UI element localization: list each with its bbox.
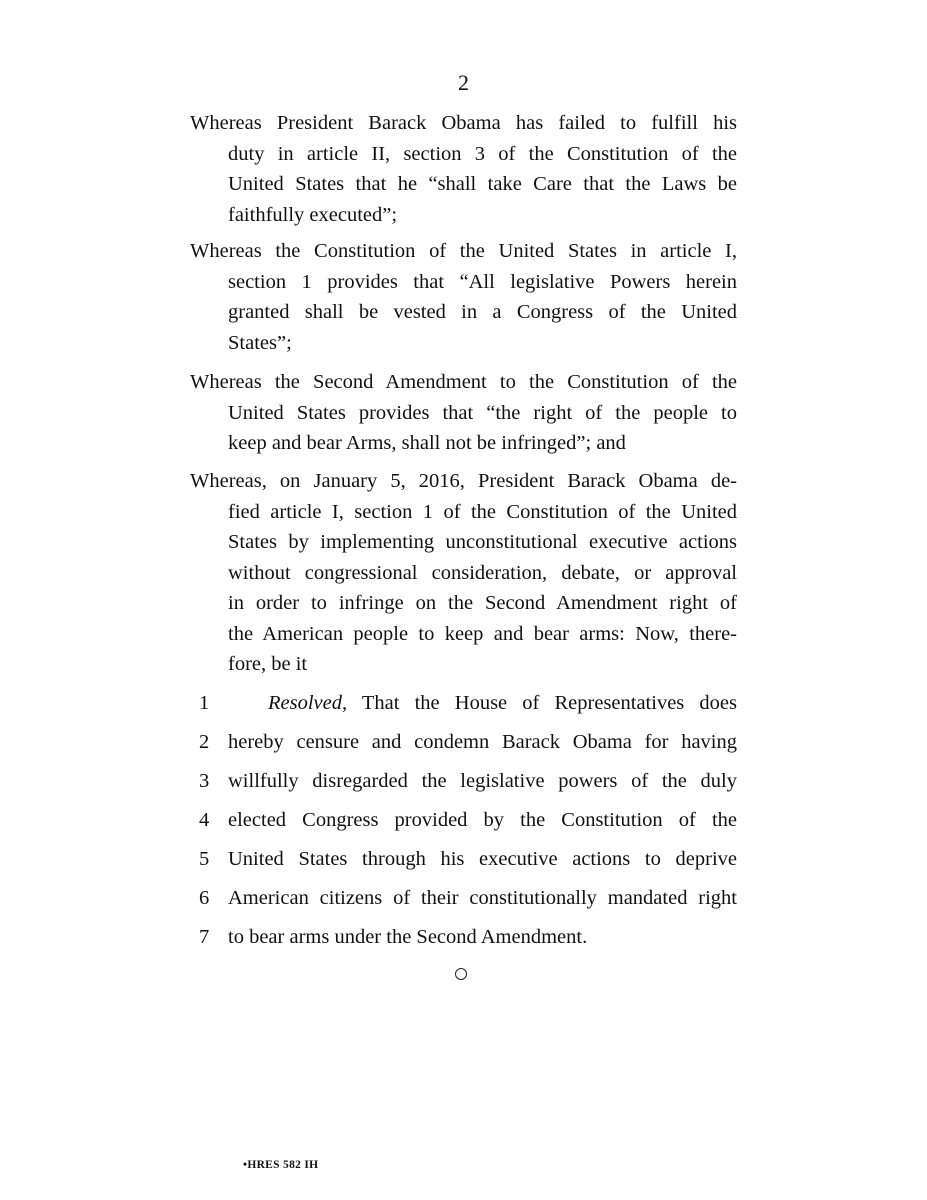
line-text: willfully disregarded the legislative powers of the duly: [228, 770, 737, 792]
clause-line: duty in article II, section 3 of the Constitution of the: [228, 142, 737, 165]
line-number: 7: [199, 926, 210, 948]
line-text: [268, 688, 737, 718]
resolved-section: [190, 688, 737, 961]
line-number: 4: [199, 809, 210, 831]
line-number: 5: [199, 848, 210, 870]
line-text: United States through his executive actions to deprive: [228, 848, 737, 870]
line-text: American citizens of their constitutionally mandated right: [228, 887, 737, 909]
clause-line: Whereas President Barack Obama has failed to fulfill his: [190, 112, 737, 134]
clause-line: in order to infringe on the Second Amendment right of: [228, 592, 737, 614]
clause-line: without congressional consideration, debate, or approval: [228, 561, 737, 584]
clause-line: Whereas the Constitution of the United States in article I,: [190, 240, 737, 262]
clause-line: section 1 provides that “All legislative Powers herein: [228, 270, 737, 293]
resolved-line-3: [190, 766, 737, 805]
resolved-line-7: [190, 922, 737, 961]
clause-line: granted shall be vested in a Congress of the United: [228, 301, 737, 323]
clause-line: States”;: [228, 331, 292, 354]
line-number: 2: [199, 731, 210, 753]
resolved-keyword: Resolved,: [268, 692, 348, 714]
resolved-line-2: [190, 727, 737, 766]
bill-identifier-footer: •HRES 582 IH: [243, 1159, 319, 1171]
clause-line: United States provides that “the right of the people to: [228, 401, 737, 424]
resolved-line-6: [190, 883, 737, 922]
line-text: elected Congress provided by the Constitution of the: [228, 809, 737, 831]
line-number: 3: [199, 770, 210, 792]
whereas-clause-2: [190, 236, 737, 358]
clause-line: keep and bear Arms, shall not be infringed”; and: [228, 432, 626, 454]
clause-line: United States that he “shall take Care that the Laws be: [228, 173, 737, 195]
clause-line: Whereas, on January 5, 2016, President Barack Obama de-: [190, 470, 737, 492]
line-text-body: That the House of Representatives does: [361, 692, 737, 714]
whereas-clause-3: [190, 367, 737, 459]
clause-line: fore, be it: [228, 653, 308, 675]
whereas-clause-1: [190, 108, 737, 230]
line-number: 1: [199, 692, 210, 714]
clause-line: Whereas the Second Amendment to the Constitution of the: [190, 371, 737, 393]
whereas-clause-4: [190, 466, 737, 680]
clause-line: the American people to keep and bear arms: Now, there-: [228, 622, 737, 645]
line-text: to bear arms under the Second Amendment.: [228, 926, 588, 948]
resolved-line-1: [190, 688, 737, 727]
clause-line: fied article I, section 1 of the Constitution of the United: [228, 500, 737, 523]
clause-line: faithfully executed”;: [228, 203, 398, 226]
circle-end-mark-icon: [455, 968, 467, 980]
line-text: hereby censure and condemn Barack Obama for having: [228, 731, 737, 753]
resolved-line-5: [190, 844, 737, 883]
line-number: 6: [199, 887, 210, 909]
clause-line: States by implementing unconstitutional executive actions: [228, 531, 737, 553]
resolved-line-4: [190, 805, 737, 844]
page-number: 2: [458, 70, 469, 95]
